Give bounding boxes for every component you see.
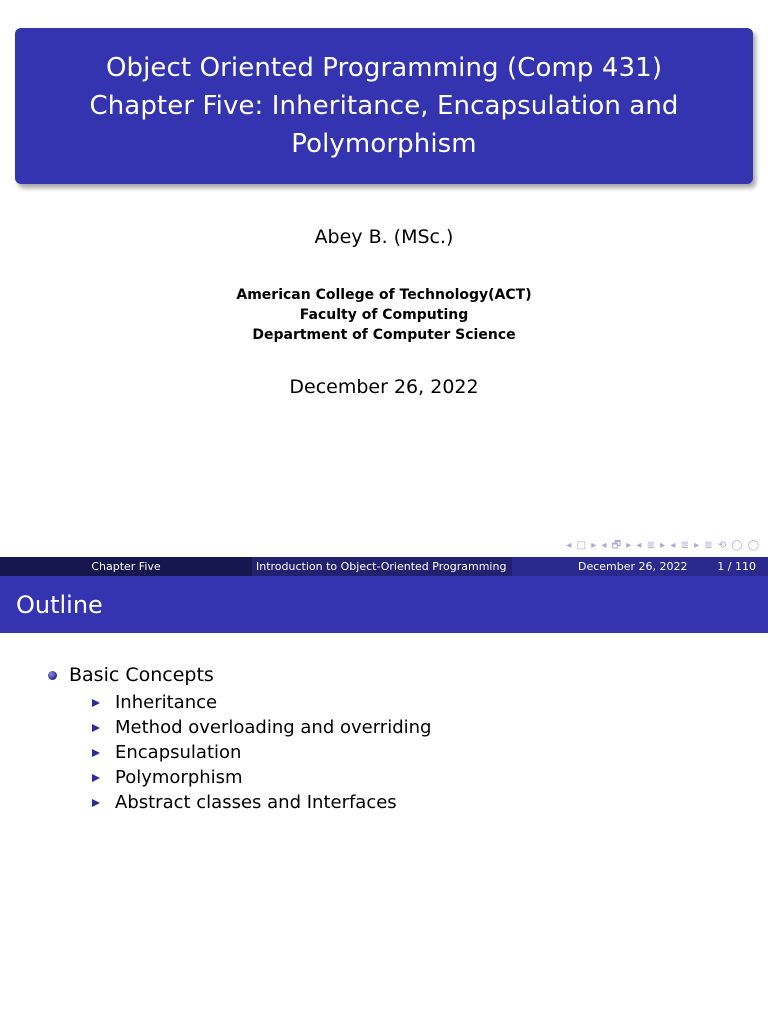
department-name: Department of Computer Science: [252, 327, 516, 343]
sub-list-item-label: Method overloading and overriding: [115, 717, 432, 738]
sub-list: [92, 690, 431, 815]
sub-list-item: [92, 790, 431, 815]
footer-right-panel: [512, 557, 768, 576]
list-item: [48, 662, 431, 688]
triangle-bullet-icon: [92, 749, 100, 757]
sub-list-item-label: Encapsulation: [115, 742, 242, 763]
triangle-bullet-icon: [92, 699, 100, 707]
sub-list-item: [92, 690, 431, 715]
list-item-label: Basic Concepts: [69, 664, 214, 686]
footer-bar: [0, 557, 768, 576]
sub-list-item-label: Abstract classes and Interfaces: [115, 792, 397, 813]
sub-list-item: [92, 715, 431, 740]
beamer-navigation-icons[interactable]: ◂ □ ▸ ◂ 🗗 ▸ ◂ ≣ ▸ ◂ ≣ ▸ ≣ ⟲ ◯ ◯: [566, 540, 760, 551]
author-name: Abey B. (MSc.): [314, 226, 454, 248]
sub-list-item-label: Inheritance: [115, 692, 218, 713]
title-line: Polymorphism: [291, 129, 477, 159]
footer-date: December 26, 2022: [578, 560, 688, 573]
frame-title-bar: [0, 576, 768, 633]
sub-list-item: [92, 765, 431, 790]
bullet-ball-icon: [48, 671, 57, 680]
footer-page-number: 1 / 110: [717, 560, 756, 573]
triangle-bullet-icon: [92, 724, 100, 732]
presentation-date: December 26, 2022: [289, 376, 479, 398]
footer-presentation-title: Introduction to Object-Oriented Programming: [252, 557, 516, 576]
triangle-bullet-icon: [92, 774, 100, 782]
footer-section-title: Chapter Five: [0, 557, 252, 576]
frame-title: Outline: [16, 590, 103, 619]
outline-list: [48, 662, 431, 815]
outline-slide: [0, 576, 768, 1024]
sub-list-item-label: Polymorphism: [115, 767, 243, 788]
title-block: [15, 28, 753, 184]
title-line: Chapter Five: Inheritance, Encapsulation and: [89, 91, 679, 121]
sub-list-item: [92, 740, 431, 765]
institution-name: American College of Technology(ACT): [236, 287, 532, 303]
institution-block: [0, 285, 768, 345]
triangle-bullet-icon: [92, 799, 100, 807]
title-line: Object Oriented Programming (Comp 431): [105, 53, 663, 83]
faculty-name: Faculty of Computing: [299, 307, 469, 323]
